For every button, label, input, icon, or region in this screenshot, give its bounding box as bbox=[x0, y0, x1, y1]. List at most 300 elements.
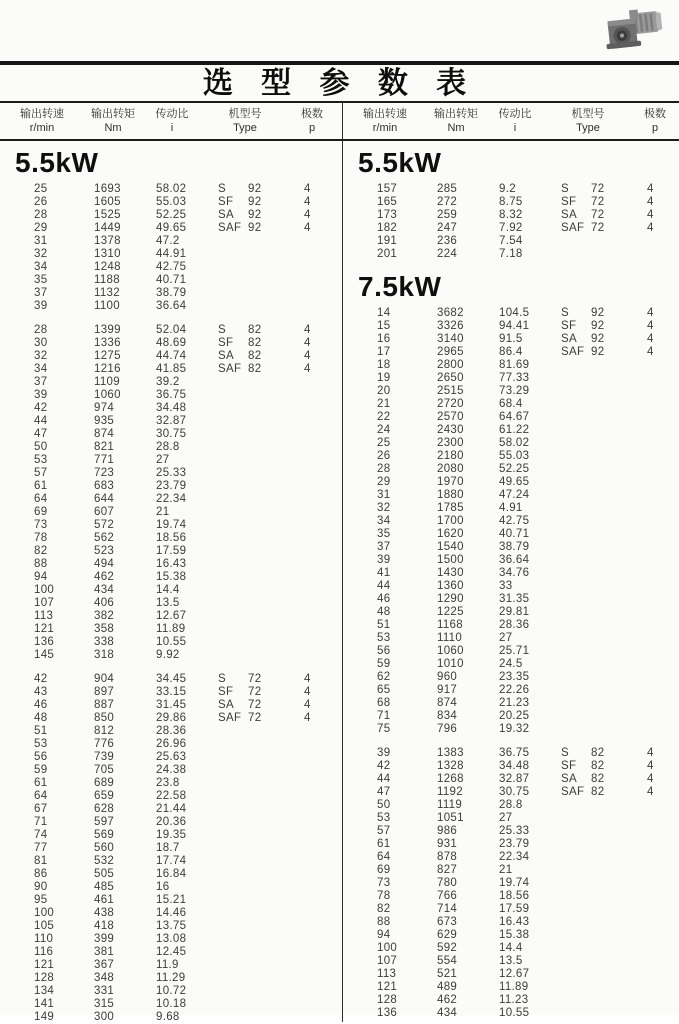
poles-cell bbox=[304, 402, 324, 415]
poles-cell bbox=[647, 825, 667, 838]
type-prefix-cell: S bbox=[561, 747, 569, 759]
table-row bbox=[0, 300, 342, 313]
type-size-cell bbox=[248, 300, 304, 313]
torque-cell: 2720 bbox=[437, 398, 464, 410]
torque-cell: 821 bbox=[94, 441, 115, 453]
type-size-cell bbox=[248, 946, 304, 959]
torque-cell: 461 bbox=[94, 894, 115, 906]
poles-cell bbox=[647, 864, 667, 877]
table-row bbox=[343, 424, 679, 437]
speed-cell: 42 bbox=[377, 760, 391, 772]
type-size-cell bbox=[591, 723, 647, 736]
ratio-cell: 17.59 bbox=[499, 903, 530, 915]
ratio-cell: 40.71 bbox=[499, 528, 530, 540]
type-size-cell: 72 bbox=[591, 183, 605, 195]
type-size-cell bbox=[591, 515, 647, 528]
type-prefix-cell bbox=[561, 723, 591, 736]
torque-cell: 434 bbox=[437, 1007, 458, 1019]
table-row bbox=[343, 619, 679, 632]
speed-cell: 61 bbox=[377, 838, 391, 850]
table-row bbox=[0, 920, 342, 933]
ratio-cell: 13.5 bbox=[156, 597, 180, 609]
poles-cell: 4 bbox=[304, 324, 311, 336]
table-row bbox=[0, 686, 342, 699]
torque-cell: 318 bbox=[94, 649, 115, 661]
table-row bbox=[0, 764, 342, 777]
speed-cell: 53 bbox=[34, 454, 48, 466]
table-row bbox=[0, 623, 342, 636]
poles-cell bbox=[304, 881, 324, 894]
table-row bbox=[343, 333, 679, 346]
torque-cell: 723 bbox=[94, 467, 115, 479]
type-size-cell: 92 bbox=[248, 196, 262, 208]
poles-cell bbox=[647, 812, 667, 825]
type-size-cell bbox=[591, 916, 647, 929]
poles-cell bbox=[304, 855, 324, 868]
type-size-cell bbox=[591, 864, 647, 877]
type-prefix-cell bbox=[561, 877, 591, 890]
speed-cell: 64 bbox=[377, 851, 391, 863]
ratio-cell: 55.03 bbox=[499, 450, 530, 462]
type-size-cell bbox=[248, 803, 304, 816]
type-prefix-cell bbox=[218, 287, 248, 300]
type-prefix-cell bbox=[218, 790, 248, 803]
poles-cell bbox=[647, 424, 667, 437]
speed-cell: 34 bbox=[34, 261, 48, 273]
type-size-cell bbox=[591, 890, 647, 903]
table-row bbox=[0, 751, 342, 764]
table-row bbox=[343, 864, 679, 877]
gear-motor-photo bbox=[593, 4, 671, 58]
speed-cell: 48 bbox=[34, 712, 48, 724]
type-prefix-cell bbox=[218, 894, 248, 907]
speed-cell: 128 bbox=[377, 994, 398, 1006]
type-prefix-cell bbox=[561, 619, 591, 632]
type-size-cell bbox=[591, 697, 647, 710]
table-row bbox=[343, 723, 679, 736]
type-prefix-cell: SA bbox=[218, 209, 234, 221]
ratio-cell: 21 bbox=[156, 506, 170, 518]
speed-cell: 42 bbox=[34, 673, 48, 685]
speed-cell: 46 bbox=[34, 699, 48, 711]
type-prefix-cell bbox=[218, 571, 248, 584]
torque-cell: 771 bbox=[94, 454, 115, 466]
table-row bbox=[0, 649, 342, 662]
type-prefix-cell: S bbox=[218, 183, 226, 195]
poles-cell bbox=[304, 636, 324, 649]
table-row bbox=[0, 881, 342, 894]
type-prefix-cell: SAF bbox=[218, 712, 242, 724]
table-row bbox=[343, 606, 679, 619]
type-size-cell bbox=[591, 541, 647, 554]
type-prefix-cell bbox=[561, 554, 591, 567]
speed-cell: 35 bbox=[34, 274, 48, 286]
torque-cell: 399 bbox=[94, 933, 115, 945]
type-size-cell bbox=[591, 825, 647, 838]
speed-cell: 136 bbox=[377, 1007, 398, 1019]
poles-cell bbox=[304, 764, 324, 777]
torque-cell: 1620 bbox=[437, 528, 464, 540]
type-prefix-cell: S bbox=[218, 324, 226, 336]
torque-cell: 597 bbox=[94, 816, 115, 828]
torque-cell: 1449 bbox=[94, 222, 121, 234]
speed-cell: 173 bbox=[377, 209, 398, 221]
type-size-cell bbox=[591, 671, 647, 684]
ratio-cell: 16.43 bbox=[499, 916, 530, 928]
type-prefix-cell bbox=[561, 580, 591, 593]
type-prefix-cell bbox=[218, 584, 248, 597]
header-torque: 输出转矩 Nm bbox=[91, 108, 135, 134]
speed-cell: 61 bbox=[34, 480, 48, 492]
poles-cell bbox=[647, 1007, 667, 1020]
speed-cell: 100 bbox=[34, 584, 55, 596]
type-size-cell: 82 bbox=[591, 773, 605, 785]
poles-cell bbox=[647, 502, 667, 515]
type-prefix-cell bbox=[218, 868, 248, 881]
type-size-cell bbox=[591, 489, 647, 502]
table-row bbox=[0, 610, 342, 623]
poles-cell bbox=[304, 480, 324, 493]
speed-cell: 53 bbox=[34, 738, 48, 750]
type-size-cell bbox=[248, 389, 304, 402]
speed-cell: 57 bbox=[377, 825, 391, 837]
speed-cell: 32 bbox=[34, 350, 48, 362]
poles-cell bbox=[647, 723, 667, 736]
type-size-cell bbox=[248, 261, 304, 274]
torque-cell: 644 bbox=[94, 493, 115, 505]
table-row bbox=[0, 493, 342, 506]
table-row bbox=[0, 222, 342, 235]
type-size-cell bbox=[248, 506, 304, 519]
ratio-cell: 13.75 bbox=[156, 920, 187, 932]
poles-cell bbox=[647, 248, 667, 261]
ratio-cell: 28.8 bbox=[499, 799, 523, 811]
ratio-cell: 25.33 bbox=[499, 825, 530, 837]
type-prefix-cell bbox=[561, 476, 591, 489]
type-size-cell bbox=[591, 463, 647, 476]
torque-cell: 1880 bbox=[437, 489, 464, 501]
speed-cell: 69 bbox=[34, 506, 48, 518]
speed-cell: 128 bbox=[34, 972, 55, 984]
poles-cell bbox=[304, 248, 324, 261]
torque-cell: 673 bbox=[437, 916, 458, 928]
speed-cell: 134 bbox=[34, 985, 55, 997]
poles-cell bbox=[304, 790, 324, 803]
type-size-cell: 72 bbox=[591, 196, 605, 208]
table-row bbox=[343, 645, 679, 658]
ratio-cell: 31.35 bbox=[499, 593, 530, 605]
speed-cell: 26 bbox=[34, 196, 48, 208]
torque-cell: 683 bbox=[94, 480, 115, 492]
type-prefix-cell bbox=[561, 812, 591, 825]
table-row bbox=[0, 532, 342, 545]
table-row bbox=[0, 933, 342, 946]
torque-cell: 1605 bbox=[94, 196, 121, 208]
speed-cell: 51 bbox=[34, 725, 48, 737]
torque-cell: 1060 bbox=[437, 645, 464, 657]
ratio-cell: 73.29 bbox=[499, 385, 530, 397]
poles-cell bbox=[647, 606, 667, 619]
type-size-cell: 72 bbox=[248, 699, 262, 711]
torque-cell: 1970 bbox=[437, 476, 464, 488]
poles-cell: 4 bbox=[647, 222, 654, 234]
type-prefix-cell bbox=[218, 545, 248, 558]
table-row bbox=[343, 955, 679, 968]
speed-cell: 94 bbox=[34, 571, 48, 583]
torque-cell: 1248 bbox=[94, 261, 121, 273]
poles-cell bbox=[647, 903, 667, 916]
torque-cell: 1328 bbox=[437, 760, 464, 772]
ratio-cell: 94.41 bbox=[499, 320, 530, 332]
table-row bbox=[0, 1011, 342, 1024]
speed-cell: 78 bbox=[377, 890, 391, 902]
power-section bbox=[343, 149, 679, 261]
table-row bbox=[0, 248, 342, 261]
ratio-cell: 29.81 bbox=[499, 606, 530, 618]
ratio-cell: 11.29 bbox=[156, 972, 186, 984]
ratio-cell: 10.72 bbox=[156, 985, 187, 997]
type-size-cell bbox=[591, 968, 647, 981]
type-size-cell bbox=[248, 725, 304, 738]
type-size-cell: 82 bbox=[248, 363, 262, 375]
table-row bbox=[343, 248, 679, 261]
torque-cell: 2570 bbox=[437, 411, 464, 423]
type-prefix-cell bbox=[218, 558, 248, 571]
poles-cell bbox=[304, 415, 324, 428]
speed-cell: 30 bbox=[34, 337, 48, 349]
type-size-cell bbox=[591, 812, 647, 825]
table-row bbox=[0, 337, 342, 350]
torque-cell: 1188 bbox=[94, 274, 120, 286]
table-row bbox=[343, 697, 679, 710]
ratio-cell: 34.48 bbox=[156, 402, 187, 414]
table-row bbox=[0, 571, 342, 584]
type-prefix-cell: SF bbox=[561, 196, 577, 208]
torque-cell: 224 bbox=[437, 248, 458, 260]
type-size-cell bbox=[248, 248, 304, 261]
poles-cell: 4 bbox=[647, 747, 654, 759]
type-prefix-cell: S bbox=[218, 673, 226, 685]
table-row bbox=[0, 467, 342, 480]
poles-cell: 4 bbox=[304, 686, 311, 698]
poles-cell bbox=[647, 385, 667, 398]
type-size-cell bbox=[591, 567, 647, 580]
speed-cell: 182 bbox=[377, 222, 398, 234]
ratio-cell: 15.38 bbox=[499, 929, 530, 941]
poles-cell bbox=[647, 632, 667, 645]
speed-cell: 95 bbox=[34, 894, 48, 906]
table-row bbox=[343, 580, 679, 593]
type-prefix-cell bbox=[561, 385, 591, 398]
type-size-cell bbox=[248, 933, 304, 946]
type-size-cell bbox=[248, 790, 304, 803]
type-prefix-cell bbox=[218, 1011, 248, 1024]
torque-cell: 2430 bbox=[437, 424, 464, 436]
table-row bbox=[343, 684, 679, 697]
poles-cell bbox=[304, 532, 324, 545]
type-prefix-cell bbox=[561, 981, 591, 994]
ratio-cell: 47.2 bbox=[156, 235, 180, 247]
power-section bbox=[343, 273, 679, 1020]
type-prefix-cell bbox=[218, 532, 248, 545]
type-size-cell: 82 bbox=[248, 324, 262, 336]
torque-cell: 272 bbox=[437, 196, 458, 208]
poles-cell bbox=[304, 623, 324, 636]
type-prefix-cell bbox=[561, 903, 591, 916]
torque-cell: 523 bbox=[94, 545, 115, 557]
type-size-cell bbox=[591, 372, 647, 385]
speed-cell: 48 bbox=[377, 606, 391, 618]
speed-cell: 64 bbox=[34, 790, 48, 802]
type-prefix-cell bbox=[218, 907, 248, 920]
torque-cell: 1051 bbox=[437, 812, 464, 824]
type-prefix-cell bbox=[218, 467, 248, 480]
type-prefix-cell bbox=[218, 933, 248, 946]
type-size-cell: 72 bbox=[591, 222, 605, 234]
poles-cell bbox=[647, 359, 667, 372]
poles-cell bbox=[304, 959, 324, 972]
speed-cell: 73 bbox=[377, 877, 391, 889]
table-row bbox=[343, 747, 679, 760]
type-size-cell bbox=[248, 959, 304, 972]
torque-cell: 827 bbox=[437, 864, 458, 876]
type-prefix-cell bbox=[218, 597, 248, 610]
ratio-cell: 14.4 bbox=[156, 584, 180, 596]
speed-cell: 46 bbox=[377, 593, 391, 605]
header-speed: 输出转速 r/min bbox=[20, 108, 64, 134]
type-prefix-cell: S bbox=[561, 183, 569, 195]
table-row bbox=[0, 183, 342, 196]
type-prefix-cell bbox=[218, 816, 248, 829]
ratio-cell: 16 bbox=[156, 881, 170, 893]
type-size-cell bbox=[248, 235, 304, 248]
type-size-cell bbox=[248, 894, 304, 907]
table-row bbox=[0, 545, 342, 558]
ratio-cell: 38.79 bbox=[156, 287, 187, 299]
type-prefix-cell bbox=[218, 415, 248, 428]
type-size-cell bbox=[248, 816, 304, 829]
type-size-cell bbox=[591, 359, 647, 372]
type-size-cell bbox=[591, 502, 647, 515]
poles-cell bbox=[647, 541, 667, 554]
ratio-cell: 49.65 bbox=[156, 222, 187, 234]
poles-cell bbox=[304, 829, 324, 842]
poles-cell: 4 bbox=[304, 699, 311, 711]
table-header-row bbox=[0, 103, 679, 141]
table-header-right bbox=[342, 103, 679, 139]
type-prefix-cell: SF bbox=[561, 760, 577, 772]
ratio-cell: 34.48 bbox=[499, 760, 530, 772]
speed-cell: 71 bbox=[34, 816, 48, 828]
type-prefix-cell bbox=[218, 376, 248, 389]
poles-cell: 4 bbox=[647, 773, 654, 785]
ratio-cell: 77.33 bbox=[499, 372, 530, 384]
type-size-cell bbox=[248, 584, 304, 597]
poles-cell bbox=[304, 894, 324, 907]
ratio-cell: 33 bbox=[499, 580, 513, 592]
poles-cell bbox=[304, 389, 324, 402]
ratio-cell: 91.5 bbox=[499, 333, 523, 345]
poles-cell bbox=[304, 985, 324, 998]
type-size-cell bbox=[248, 764, 304, 777]
table-row bbox=[0, 907, 342, 920]
table-row bbox=[0, 209, 342, 222]
ratio-cell: 32.87 bbox=[156, 415, 187, 427]
speed-cell: 145 bbox=[34, 649, 55, 661]
table-row bbox=[343, 515, 679, 528]
table-row bbox=[0, 894, 342, 907]
type-prefix-cell: SF bbox=[218, 337, 234, 349]
ratio-cell: 25.33 bbox=[156, 467, 187, 479]
ratio-cell: 15.21 bbox=[156, 894, 187, 906]
left-column bbox=[0, 141, 342, 1022]
poles-cell bbox=[304, 998, 324, 1011]
speed-cell: 19 bbox=[377, 372, 391, 384]
poles-cell bbox=[304, 519, 324, 532]
data-block bbox=[0, 324, 342, 662]
poles-cell bbox=[304, 725, 324, 738]
table-row bbox=[343, 320, 679, 333]
ratio-cell: 14.46 bbox=[156, 907, 187, 919]
speed-cell: 149 bbox=[34, 1011, 55, 1023]
speed-cell: 39 bbox=[377, 554, 391, 566]
speed-cell: 191 bbox=[377, 235, 398, 247]
type-size-cell bbox=[591, 955, 647, 968]
ratio-cell: 58.02 bbox=[499, 437, 530, 449]
poles-cell bbox=[647, 877, 667, 890]
torque-cell: 2300 bbox=[437, 437, 464, 449]
table-row bbox=[343, 825, 679, 838]
power-section bbox=[0, 149, 342, 1024]
table-row bbox=[0, 350, 342, 363]
type-size-cell bbox=[591, 799, 647, 812]
speed-cell: 64 bbox=[34, 493, 48, 505]
type-size-cell bbox=[591, 658, 647, 671]
type-size-cell bbox=[591, 580, 647, 593]
poles-cell bbox=[304, 777, 324, 790]
table-row bbox=[0, 415, 342, 428]
torque-cell: 560 bbox=[94, 842, 115, 854]
speed-cell: 56 bbox=[34, 751, 48, 763]
table-row bbox=[343, 929, 679, 942]
ratio-cell: 104.5 bbox=[499, 307, 530, 319]
ratio-cell: 13.08 bbox=[156, 933, 187, 945]
torque-cell: 1336 bbox=[94, 337, 121, 349]
poles-cell: 4 bbox=[304, 209, 311, 221]
speed-cell: 25 bbox=[34, 183, 48, 195]
poles-cell: 4 bbox=[647, 183, 654, 195]
speed-cell: 94 bbox=[377, 929, 391, 941]
poles-cell bbox=[647, 235, 667, 248]
table-row bbox=[343, 760, 679, 773]
ratio-cell: 21 bbox=[499, 864, 513, 876]
ratio-cell: 52.04 bbox=[156, 324, 187, 336]
torque-cell: 300 bbox=[94, 1011, 115, 1023]
speed-cell: 26 bbox=[377, 450, 391, 462]
ratio-cell: 36.75 bbox=[156, 389, 187, 401]
ratio-cell: 19.74 bbox=[156, 519, 187, 531]
speed-cell: 44 bbox=[34, 415, 48, 427]
speed-cell: 43 bbox=[34, 686, 48, 698]
type-size-cell bbox=[248, 467, 304, 480]
header-poles: 极数 p bbox=[301, 108, 323, 134]
type-prefix-cell bbox=[218, 881, 248, 894]
torque-cell: 348 bbox=[94, 972, 115, 984]
type-size-cell bbox=[591, 450, 647, 463]
data-block bbox=[343, 183, 679, 261]
type-size-cell bbox=[248, 493, 304, 506]
speed-cell: 105 bbox=[34, 920, 55, 932]
